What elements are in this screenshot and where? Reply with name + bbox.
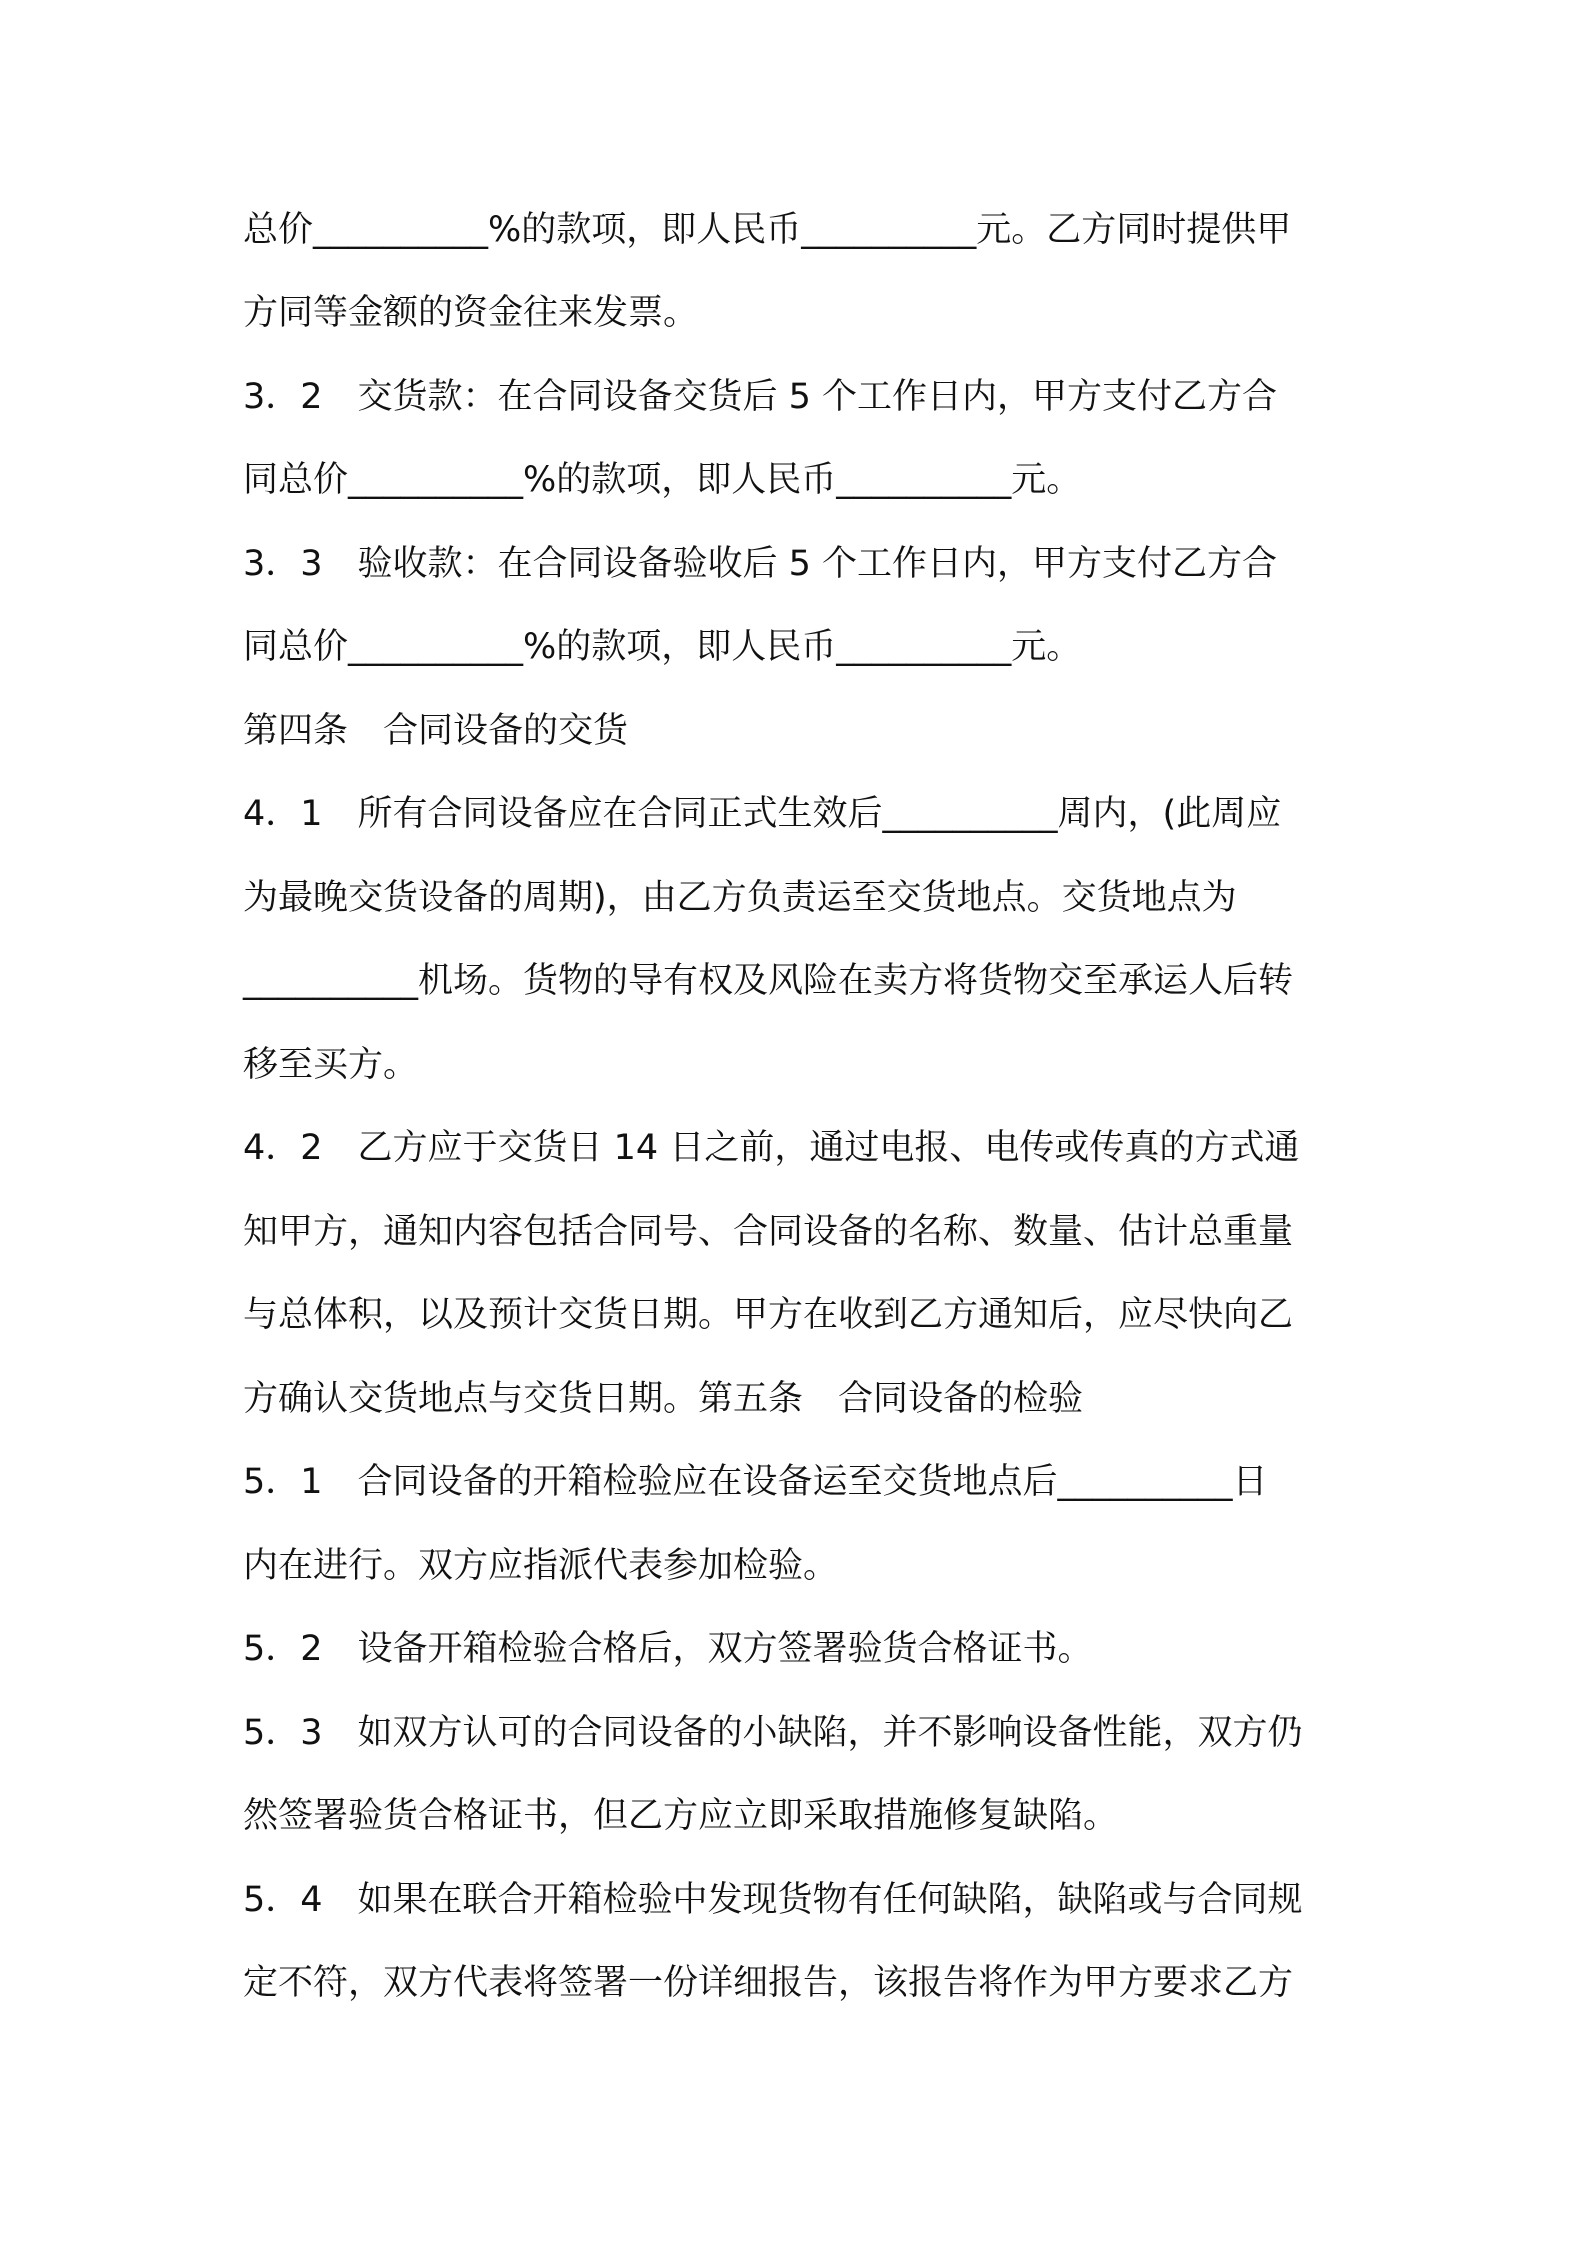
text-line: __________机场。货物的导有权及风险在卖方将货物交至承运人后转: [243, 961, 1294, 1001]
text-line: 方确认交货地点与交货日期。第五条 合同设备的检验: [243, 1379, 1084, 1419]
text-line: 4．2 乙方应于交货日 14 日之前，通过电报、电传或传真的方式通: [243, 1128, 1300, 1168]
text-line: 方同等金额的资金往来发票。: [243, 293, 699, 333]
text-line: 5．2 设备开箱检验合格后，双方签署验货合格证书。: [243, 1629, 1093, 1669]
text-line: 与总体积，以及预计交货日期。甲方在收到乙方通知后，应尽快向乙: [243, 1295, 1294, 1335]
text-line: 3．2 交货款：在合同设备交货后 5 个工作日内，甲方支付乙方合: [243, 377, 1278, 417]
text-line: 3．3 验收款：在合同设备验收后 5 个工作日内，甲方支付乙方合: [243, 544, 1278, 584]
text-line: 移至买方。: [243, 1045, 419, 1085]
text-line: 为最晚交货设备的周期)，由乙方负责运至交货地点。交货地点为: [243, 878, 1237, 918]
text-line: 定不符，双方代表将签署一份详细报告，该报告将作为甲方要求乙方: [243, 1963, 1294, 2003]
text-line: 然签署验货合格证书，但乙方应立即采取措施修复缺陷。: [243, 1796, 1119, 1836]
text-line: 4．1 所有合同设备应在合同正式生效后__________周内，(此周应: [243, 794, 1282, 834]
text-line: 5．1 合同设备的开箱检验应在设备运至交货地点后__________日: [243, 1462, 1268, 1502]
text-line: 5．4 如果在联合开箱检验中发现货物有任何缺陷，缺陷或与合同规: [243, 1880, 1303, 1920]
text-line: 总价__________%的款项，即人民币__________元。乙方同时提供甲: [243, 210, 1292, 250]
text-line: 5．3 如双方认可的合同设备的小缺陷，并不影响设备性能，双方仍: [243, 1713, 1303, 1753]
text-line: 知甲方，通知内容包括合同号、合同设备的名称、数量、估计总重量: [243, 1212, 1294, 1252]
section-heading: 第四条 合同设备的交货: [243, 711, 629, 751]
text-line: 内在进行。双方应指派代表参加检验。: [243, 1546, 839, 1586]
text-line: 同总价__________%的款项，即人民币__________元。: [243, 627, 1082, 667]
text-line: 同总价__________%的款项，即人民币__________元。: [243, 460, 1082, 500]
